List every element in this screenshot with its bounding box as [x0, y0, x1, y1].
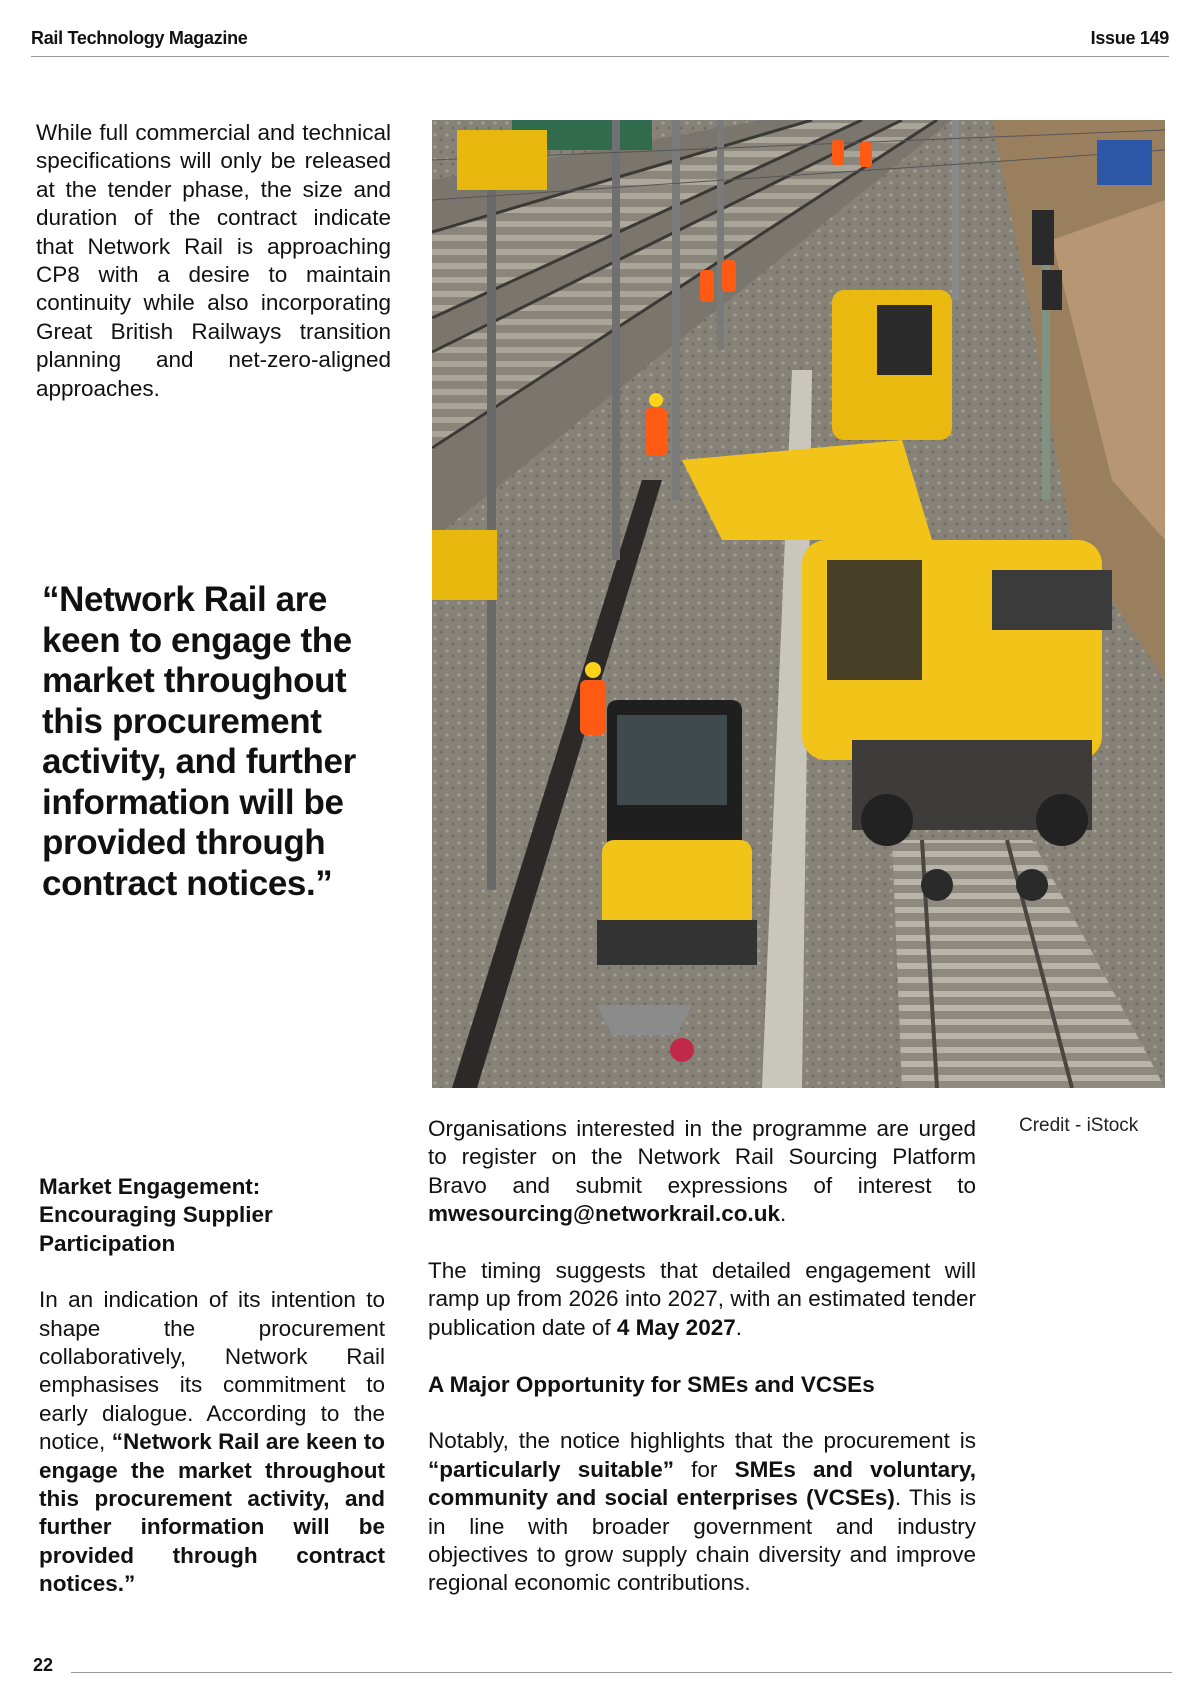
smes-bold-2: SMEs and voluntary, community and social enterprises (VCSEs)	[428, 1456, 976, 1511]
market-engagement-section	[39, 1173, 385, 1599]
register-paragraph	[428, 1115, 976, 1229]
market-engagement-paragraph	[39, 1286, 385, 1598]
magazine-title: Rail Technology Magazine	[31, 28, 248, 48]
footer-rule	[71, 1672, 1172, 1673]
railway-construction-photo	[432, 120, 1165, 1088]
timing-end: .	[735, 1314, 742, 1340]
smes-text-2: for	[673, 1456, 735, 1482]
tender-date: 4 May 2027	[616, 1314, 736, 1340]
photo-credit: Credit - iStock	[1019, 1115, 1139, 1136]
intro-paragraph	[36, 119, 391, 403]
smes-paragraph	[428, 1427, 976, 1597]
page-header	[31, 26, 1169, 57]
smes-bold-1: “particularly suitable”	[428, 1456, 674, 1482]
section-heading-smes: A Major Opportunity for SMEs and VCSEs	[428, 1371, 875, 1397]
timing-paragraph	[428, 1257, 976, 1342]
page-footer	[33, 1655, 1172, 1679]
page-number: 22	[33, 1655, 54, 1675]
timing-text: The timing suggests that detailed engagement will ramp up from 2026 into 2027, with an estimated tender publication date of	[428, 1258, 976, 1340]
register-text: Organisations interested in the programme are urged to register on the Network Rail Sourcing Platform Bravo and submit expressions of interest to	[428, 1116, 976, 1198]
pull-quote: “Network Rail are keen to engage the market throughout this procurement activity, and further information will be provided through contract notices.”	[42, 580, 356, 903]
right-column	[428, 1115, 976, 1598]
issue-number: Issue 149	[1090, 28, 1169, 48]
smes-text-1: Notably, the notice highlights that the procurement is	[428, 1428, 976, 1454]
section-heading-market-engagement: Market Engagement: Encouraging Supplier Participation	[39, 1174, 273, 1256]
email-address: mwesourcing@networkrail.co.uk	[428, 1201, 781, 1227]
intro-text: While full commercial and technical specifications will only be released at the tender phase, the size and duration of the contract indicate that Network Rail is approaching CP8 with a desire to maintain continuity while also incorporating Great British Railways transition planning and net-zero-aligned approaches.	[36, 120, 391, 401]
market-engagement-quote: “Network Rail are keen to engage the market throughout this procurement activity, and further information will be provided through contract notices.”	[39, 1429, 385, 1597]
smes-text-3: . This is in line with broader government and industry objectives to grow supply chain diversity and improve regional economic contributions.	[428, 1485, 976, 1596]
register-end: .	[780, 1201, 787, 1227]
market-engagement-text: In an indication of its intention to shape the procurement collaboratively, Network Rail emphasises its commitment to early dialogue. According to the notice,	[39, 1287, 385, 1455]
